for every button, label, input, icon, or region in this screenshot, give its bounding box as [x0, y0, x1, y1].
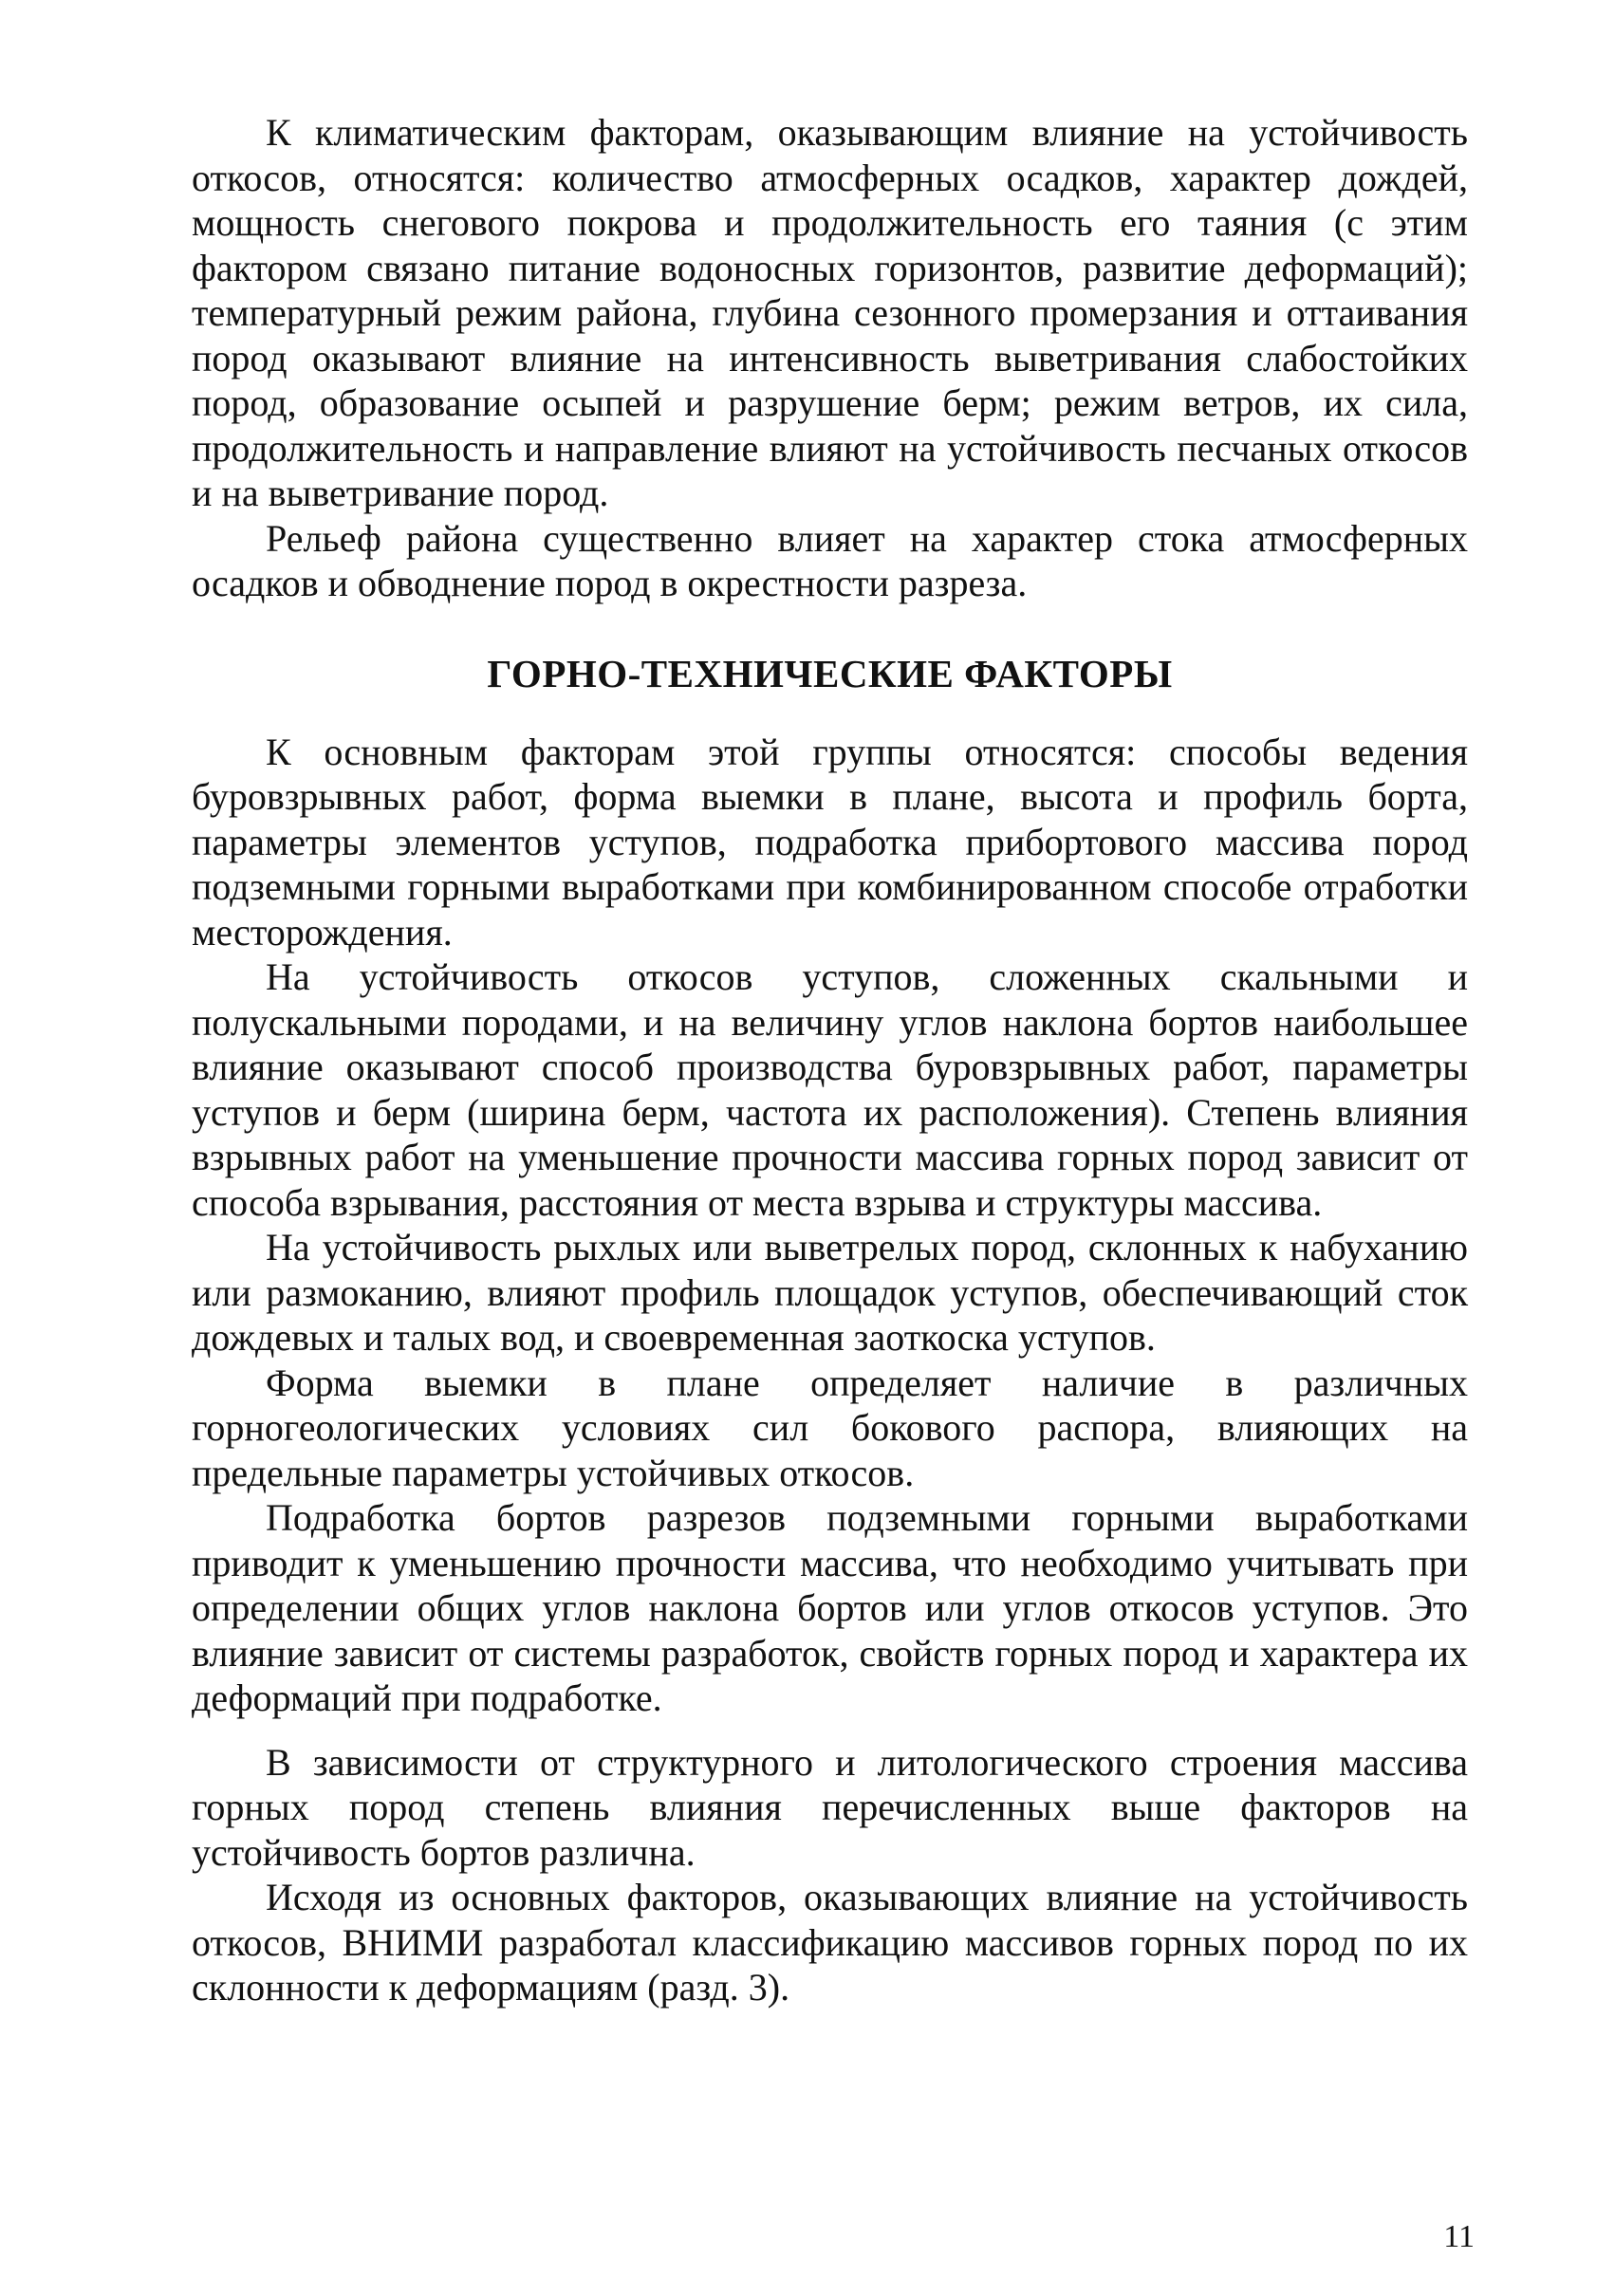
paragraph-undermining: Подработка бортов разрезов подземными горными выработками приводит к уменьшению прочности массива, что необходимо учитывать при определении общих углов наклона бортов или углов откосов уступов. Это влияние зависит от системы разработок, свойств горных пород и характера их деформаций при подработке. — [192, 1496, 1468, 1719]
section-title-mining-technical-factors: ГОРНО-ТЕХНИЧЕСКИЕ ФАКТОРЫ — [487, 651, 1173, 695]
paragraph-relief: Рельеф района существенно влияет на характер стока атмосферных осадков и обводнение пород в окрестности разреза. — [192, 516, 1468, 604]
paragraph-rock-slopes: На устойчивость откосов уступов, сложенных скальными и полускальными породами, и на величину углов наклона бортов наибольшее влияние оказывают способ производства буровзрывных работ, параметры уступов и берм (ширина берм, частота их расположения). Степень влияния взрывных работ на уменьшение прочности массива горных пород зависит от способа взрывания, расстояния от места взрыва и структуры массива. — [192, 955, 1468, 1224]
paragraph-excavation-shape: Форма выемки в плане определяет наличие в различных горногеологических условиях сил бокового распора, влияющих на предельные параметры устойчивых откосов. — [192, 1361, 1468, 1494]
paragraph-main-factors: К основным факторам этой группы относятся: способы ведения буровзрывных работ, форма выемки в плане, высота и профиль борта, параметры элементов уступов, подработка прибортового массива пород подземными горными выработками при комбинированном способе отработки месторождения. — [192, 730, 1468, 954]
paragraph-vnimi-classification: Исходя из основных факторов, оказывающих влияние на устойчивость откосов, ВНИМИ разработал классификацию массивов горных пород по их склонности к деформациям (разд. 3). — [192, 1876, 1468, 2009]
paragraph-loose-rocks: На устойчивость рыхлых или выветрелых пород, склонных к набуханию или размоканию, влияют профиль площадок уступов, обеспечивающий сток дождевых и талых вод, и своевременная заоткоска уступов. — [192, 1226, 1468, 1359]
paragraph-structural-influence: В зависимости от структурного и литологического строения массива горных пород степень влияния перечисленных выше факторов на устойчивость бортов различна. — [192, 1740, 1468, 1874]
page-number: 11 — [1443, 2219, 1475, 2254]
paragraph-climatic-factors: К климатическим факторам, оказывающим влияние на устойчивость откосов, относятся: количество атмосферных осадков, характер дождей, мощность снегового покрова и продолжительность его таяния (с этим фактором связано питание водоносных горизонтов, развитие деформаций); температурный режим района, глубина сезонного промерзания и оттаивания пород оказывают влияние на интенсивность выветривания слабостойких пород, образование осыпей и разрушение берм; режим ветров, их сила, продолжительность и направление влияют на устойчивость песчаных откосов и на выветривание пород. — [192, 111, 1468, 514]
document-page — [192, 110, 1468, 2010]
